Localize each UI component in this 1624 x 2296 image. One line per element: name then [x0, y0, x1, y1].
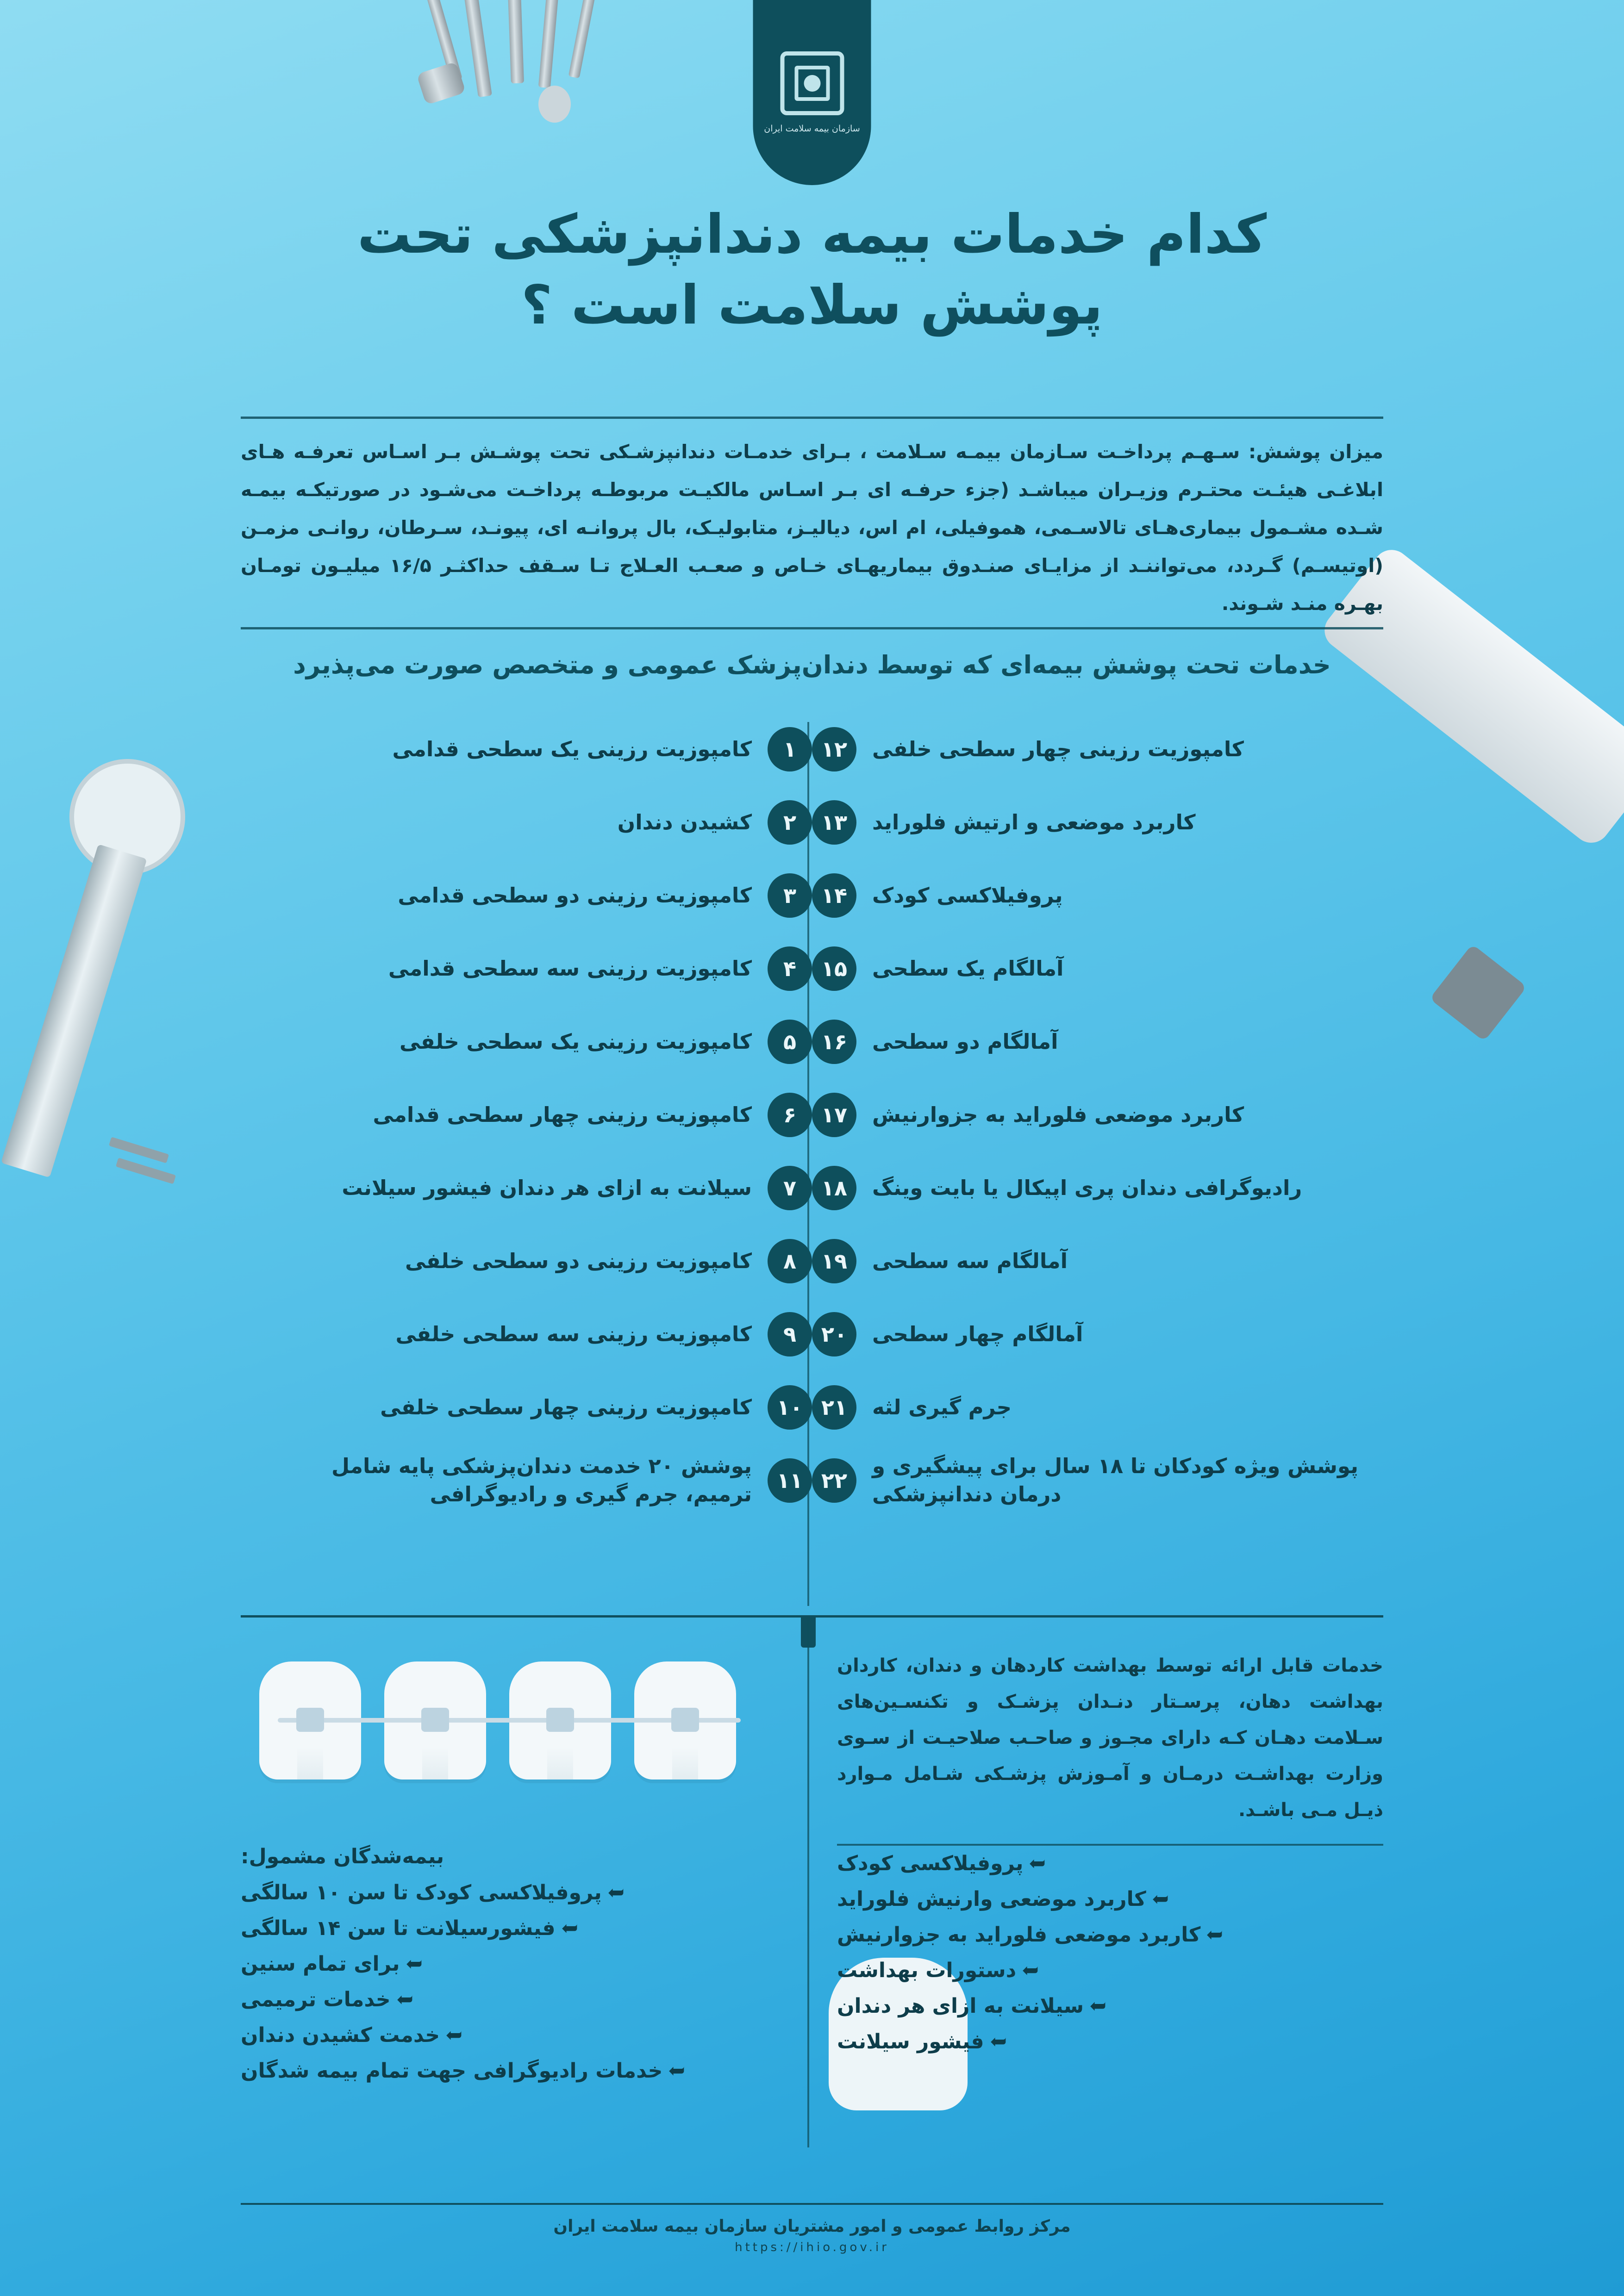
- bottom-column-divider: [807, 1620, 809, 2147]
- service-number: ۱۱: [768, 1458, 812, 1503]
- service-number: ۱۷: [812, 1093, 856, 1137]
- list-item: [812, 859, 1362, 932]
- arrow-bullet-icon: ➥: [1022, 1959, 1039, 1982]
- service-number: ۱۵: [812, 946, 856, 991]
- service-label: آمالگام چهار سطحی: [872, 1321, 1083, 1346]
- list-item: [241, 1910, 787, 1946]
- list-item-label: پروفیلاکسی کودک تا سن ۱۰ سالگی: [241, 1881, 602, 1904]
- list-item: [241, 1946, 787, 1982]
- arrow-bullet-icon: ➥: [396, 1988, 413, 2011]
- arrow-bullet-icon: ➥: [1029, 1852, 1046, 1875]
- bracket-icon: [671, 1708, 699, 1732]
- coverage-intro-label: میزان پوشش:: [1248, 441, 1383, 463]
- coverage-intro: [241, 433, 1383, 622]
- bottom-right-block: [837, 1648, 1383, 2060]
- service-label: کاربرد موضعی و ارتیش فلوراید: [872, 809, 1196, 834]
- list-item: [837, 1953, 1383, 1988]
- divider-top: [241, 417, 1383, 419]
- list-item: [262, 1151, 812, 1225]
- services-columns: [241, 713, 1383, 1517]
- list-item: [812, 1005, 1362, 1078]
- arrow-bullet-icon: ➥: [607, 1881, 625, 1904]
- list-item-label: کاربرد موضعی وارنیش فلوراید: [837, 1887, 1146, 1911]
- arrow-bullet-icon: ➥: [561, 1916, 578, 1940]
- list-item-label: سیلانت به ازای هر دندان: [837, 1994, 1084, 2018]
- divider-section: [241, 627, 1383, 629]
- organization-logo-badge: [753, 0, 871, 185]
- bracket-icon: [546, 1708, 574, 1732]
- arrow-bullet-icon: ➥: [445, 2023, 462, 2047]
- list-item: [262, 932, 812, 1005]
- list-item: [262, 786, 812, 859]
- shield-logo-icon: [780, 51, 844, 115]
- service-number: ۲۰: [812, 1312, 856, 1356]
- braces-teeth-illustration: [259, 1652, 759, 1791]
- list-item: [837, 2024, 1383, 2060]
- service-number: ۹: [768, 1312, 812, 1356]
- service-label: کامپوزیت رزینی چهار سطحی قدامی: [373, 1102, 752, 1127]
- service-label: کامپوزیت رزینی سه سطحی خلفی: [395, 1321, 752, 1346]
- divider-footer: [241, 2203, 1383, 2205]
- service-number: ۲۱: [812, 1385, 856, 1430]
- list-item-label: خدمت کشیدن دندان: [241, 2023, 440, 2047]
- service-label: کامپوزیت رزینی چهار سطحی خلفی: [872, 736, 1244, 761]
- page-title: کدام خدمات بیمه دندانپزشکی تحت پوشش سلامت است ؟: [357, 203, 1267, 337]
- service-number: ۱۲: [812, 727, 856, 772]
- list-item: [262, 1371, 812, 1444]
- list-item: [812, 786, 1362, 859]
- service-number: ۳: [768, 873, 812, 918]
- list-item-label: فیشورسیلانت تا سن ۱۴ سالگی: [241, 1916, 556, 1940]
- list-item: [262, 1078, 812, 1151]
- list-item-label: پروفیلاکسی کودک: [837, 1852, 1024, 1875]
- service-number: ۷: [768, 1166, 812, 1210]
- bottom-right-list: [837, 1846, 1383, 2060]
- list-item: [262, 1225, 812, 1298]
- section-title: خدمات تحت پوشش بیمه‌ای که توسط دندان‌پزشک عمومی و متخصص صورت می‌پذیرد: [293, 650, 1331, 679]
- list-item: [262, 1005, 812, 1078]
- service-number: ۶: [768, 1093, 812, 1137]
- service-label: سیلانت به ازای هر دندان فیشور سیلانت: [342, 1175, 752, 1200]
- service-number: ۱۶: [812, 1020, 856, 1064]
- footer-url[interactable]: https://ihio.gov.ir: [735, 2240, 889, 2254]
- tube-cap: [1430, 944, 1527, 1042]
- list-item: [812, 1298, 1362, 1371]
- service-number: ۱۴: [812, 873, 856, 918]
- list-item-label: برای تمام سنین: [241, 1952, 400, 1976]
- list-item: [241, 1982, 787, 2017]
- mirror-grip-band: [116, 1157, 176, 1184]
- service-label: کامپوزیت رزینی چهار سطحی خلفی: [380, 1394, 752, 1419]
- list-item-label: دستورات بهداشت: [837, 1959, 1017, 1982]
- services-column-right: [241, 713, 812, 1517]
- service-label: کامپوزیت رزینی دو سطحی خلفی: [405, 1248, 752, 1273]
- service-label: پروفیلاکسی کودک: [872, 883, 1063, 908]
- arrow-bullet-icon: ➥: [405, 1952, 423, 1976]
- list-item: [812, 1078, 1362, 1151]
- service-number: ۲: [768, 800, 812, 845]
- list-item: [837, 1846, 1383, 1881]
- service-number: ۸: [768, 1239, 812, 1283]
- service-label: آمالگام دو سطحی: [872, 1029, 1058, 1054]
- list-item: [812, 1225, 1362, 1298]
- list-item-label: کاربرد موضعی فلوراید به جزوارنیش: [837, 1923, 1201, 1947]
- service-label: رادیوگرافی دندان پری اپیکال یا بایت وینگ: [872, 1175, 1302, 1200]
- list-item: [262, 713, 812, 786]
- list-item: [837, 1917, 1383, 1953]
- arrow-bullet-icon: ➥: [989, 2030, 1007, 2053]
- service-number: ۱۸: [812, 1166, 856, 1210]
- list-item-label: خدمات رادیوگرافی جهت تمام بیمه شدگان: [241, 2059, 663, 2083]
- service-label: کامپوزیت رزینی دو سطحی قدامی: [398, 883, 752, 908]
- service-label: آمالگام یک سطحی: [872, 956, 1064, 981]
- bottom-left-list: [241, 1875, 787, 2089]
- list-item: [812, 1444, 1362, 1517]
- bracket-icon: [421, 1708, 449, 1732]
- dental-mirror-illustration: [28, 759, 222, 1203]
- coverage-intro-body: سـهـم پرداخـت سـازمان بیمـه سـلامت ، بـرای خدمـات دندانپزشـکی تحت پوشـش بـر اسـاس تعرفـه هـای ابلاغـی هیئـت محتـرم وزیـران میباشـد (جزء حرفـه ای بـر اسـاس مالکیـت مربوطـه پرداخـت می‌شـود در صورتیکـه بیمـه شـده مشـمول بیماری‌هـای تالاسـمی، هموفیلی، ام اس، دیالیـز، متابولیـک، بال پروانـه ای، پیونـد، سـرطان، روانـی مزمـن (اوتیسـم) گـردد، می‌تواننـد از مزایـای صنـدوق بیماریهـای خـاص و صعـب العـلاج تـا سـقف حداکثـر ۱۶/۵ میلیـون تومـان بهـره منـد شـوند.: [241, 441, 1383, 615]
- dental-instruments-illustration: [416, 0, 675, 153]
- list-item: [241, 1875, 787, 1910]
- footer-org-line: مرکز روابط عمومی و امور مشتریان سازمان بیمه سلامت ایران: [553, 2217, 1071, 2236]
- logo-caption: سازمان بیمه سلامت ایران: [764, 124, 860, 134]
- list-item: [812, 713, 1362, 786]
- service-label: کشیدن دندان: [617, 809, 752, 834]
- service-number: ۲۲: [812, 1458, 856, 1503]
- service-number: ۴: [768, 946, 812, 991]
- service-label: پوشش ویژه کودکان تا ۱۸ سال برای پیشگیری و درمان دندانپزشکی: [872, 1454, 1358, 1506]
- service-number: ۱۳: [812, 800, 856, 845]
- service-label: کامپوزیت رزینی یک سطحی قدامی: [392, 736, 752, 761]
- list-item: [241, 2053, 787, 2089]
- service-label: آمالگام سه سطحی: [872, 1248, 1068, 1273]
- arrow-bullet-icon: ➥: [668, 2059, 686, 2083]
- bottom-left-block: [241, 1833, 787, 2089]
- list-item: [812, 932, 1362, 1005]
- service-label: کاربرد موضعی فلوراید به جزوارنیش: [872, 1102, 1244, 1127]
- list-item: [837, 1988, 1383, 2024]
- service-number: ۱۰: [768, 1385, 812, 1430]
- bottom-right-divider: [837, 1844, 1383, 1846]
- bottom-right-paragraph: خدمات قابل ارائه توسط بهداشت کاردهان و دندان، کاردان بهداشت دهان، پرسـتار دنـدان پزشـک و تکنسـین‌های سـلامت دهـان کـه دارای مجـوز و صاحـب صلاحیـت از سـوی وزارت بهداشـت درمـان و آمـوزش پزشـکی شـامل مـوارد ذیـل مـی باشـد.: [837, 1655, 1383, 1821]
- service-label: پوشش ۲۰ خدمت دندان‌پزشکی پایه شامل ترمیم، جرم گیری و رادیوگرافی: [331, 1454, 752, 1506]
- list-item: [262, 859, 812, 932]
- list-item-label: خدمات ترمیمی: [241, 1988, 391, 2011]
- arrow-bullet-icon: ➥: [1089, 1994, 1106, 2018]
- list-item: [812, 1371, 1362, 1444]
- list-item: [262, 1444, 812, 1517]
- list-item: [262, 1298, 812, 1371]
- mirror-handle: [1, 844, 147, 1178]
- service-number: ۱۹: [812, 1239, 856, 1283]
- bottom-left-heading: بیمه‌شدگان مشمول:: [241, 1845, 444, 1868]
- service-label: کامپوزیت رزینی سه سطحی قدامی: [388, 956, 752, 981]
- arrow-bullet-icon: ➥: [1206, 1923, 1224, 1947]
- bracket-icon: [296, 1708, 324, 1732]
- service-number: ۵: [768, 1020, 812, 1064]
- service-label: جرم گیری لثه: [872, 1394, 1012, 1419]
- list-item: [812, 1151, 1362, 1225]
- list-item: [837, 1881, 1383, 1917]
- arrow-bullet-icon: ➥: [1151, 1887, 1169, 1911]
- list-item: [241, 2017, 787, 2053]
- service-label: کامپوزیت رزینی یک سطحی خلفی: [400, 1029, 752, 1054]
- services-column-left: [812, 713, 1383, 1517]
- list-item-label: فیشور سیلانت: [837, 2030, 984, 2053]
- service-number: ۱: [768, 727, 812, 772]
- footer: [0, 2217, 1624, 2254]
